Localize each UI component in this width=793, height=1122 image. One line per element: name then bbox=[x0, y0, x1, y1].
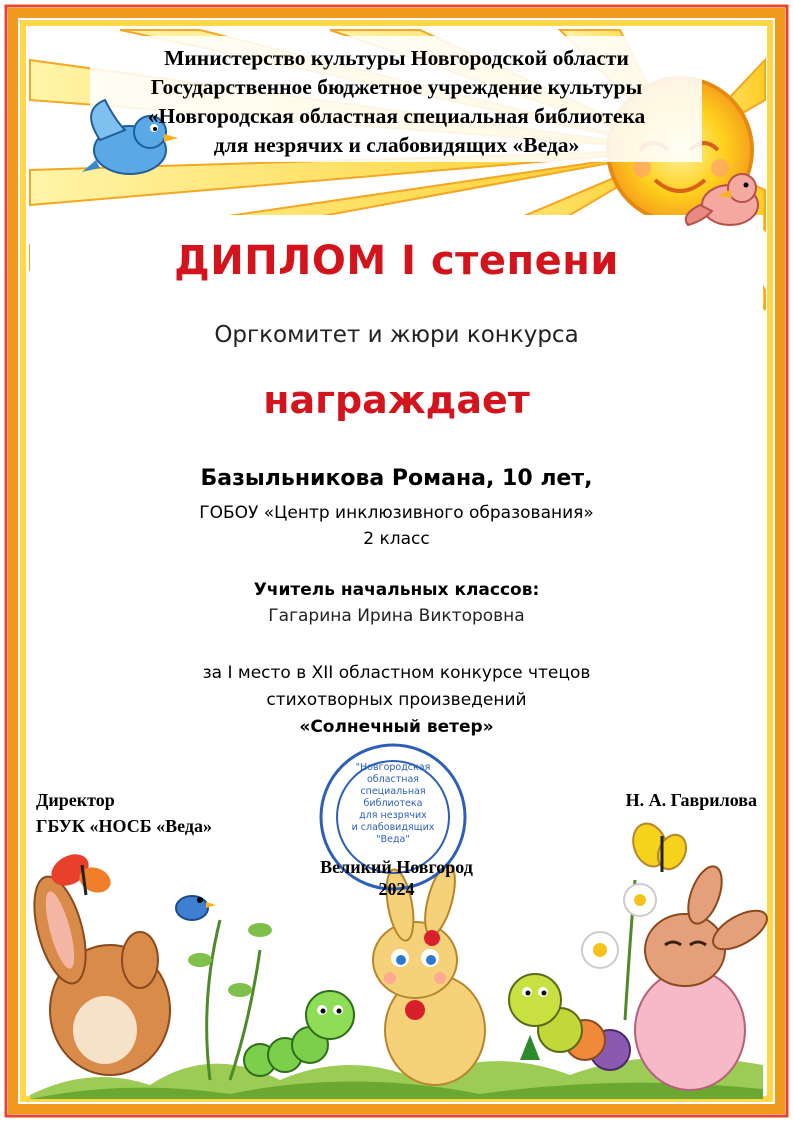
header-line-3: «Новгородская областная специальная библиотека bbox=[147, 104, 646, 128]
stamp-line-6: и слабовидящих bbox=[351, 822, 435, 833]
stamp-line-3: специальная bbox=[360, 786, 426, 797]
footer-place-date bbox=[0, 856, 793, 900]
recipient-name: Базыльникова Романа, 10 лет, bbox=[200, 466, 593, 491]
header-line-2: Государственное бюджетное учреждение культуры bbox=[150, 75, 643, 99]
awards-word: награждает bbox=[263, 378, 530, 422]
left-bunny-icon bbox=[25, 871, 170, 1075]
teacher-label: Учитель начальных классов: bbox=[253, 580, 540, 600]
diploma-title: ДИПЛОМ I степени bbox=[174, 238, 619, 284]
recipient-school: ГОБОУ «Центр инклюзивного образования» bbox=[199, 503, 594, 523]
director-title: Директор bbox=[36, 790, 115, 810]
caterpillar-right-icon bbox=[509, 974, 630, 1070]
stamp-line-2: областная bbox=[366, 774, 420, 785]
stamp-line-1: "Новгородская bbox=[355, 762, 431, 773]
director-organization: ГБУК «НОСБ «Веда» bbox=[36, 816, 212, 836]
award-reason bbox=[0, 660, 793, 741]
recipient-school-block bbox=[0, 500, 793, 552]
stamp-line-4: библиотека bbox=[363, 798, 423, 809]
director-position bbox=[36, 787, 212, 839]
teacher-name: Гагарина Ирина Викторовна bbox=[268, 606, 525, 626]
reason-line-2: стихотворных произведений bbox=[266, 690, 527, 710]
stamp-line-5: для незрячих bbox=[359, 810, 427, 821]
organization-header bbox=[0, 44, 793, 160]
stamp-line-7: "Веда" bbox=[376, 834, 410, 845]
committee-line: Оргкомитет и жюри конкурса bbox=[214, 322, 579, 348]
footer-city: Великий Новгород bbox=[320, 857, 473, 877]
contest-name: «Солнечный ветер» bbox=[299, 717, 494, 737]
footer-year: 2024 bbox=[378, 879, 415, 899]
header-line-1: Министерство культуры Новгородской области bbox=[164, 46, 629, 70]
stamp-text bbox=[338, 762, 448, 846]
reason-line-1: за I место в XII областном конкурсе чтецов bbox=[202, 663, 591, 683]
signer-name: Н. А. Гаврилова bbox=[625, 790, 757, 810]
header-line-4: для незрячих и слабовидящих «Веда» bbox=[213, 133, 580, 157]
recipient-grade: 2 класс bbox=[363, 529, 430, 549]
caterpillar-left-icon bbox=[244, 991, 354, 1076]
